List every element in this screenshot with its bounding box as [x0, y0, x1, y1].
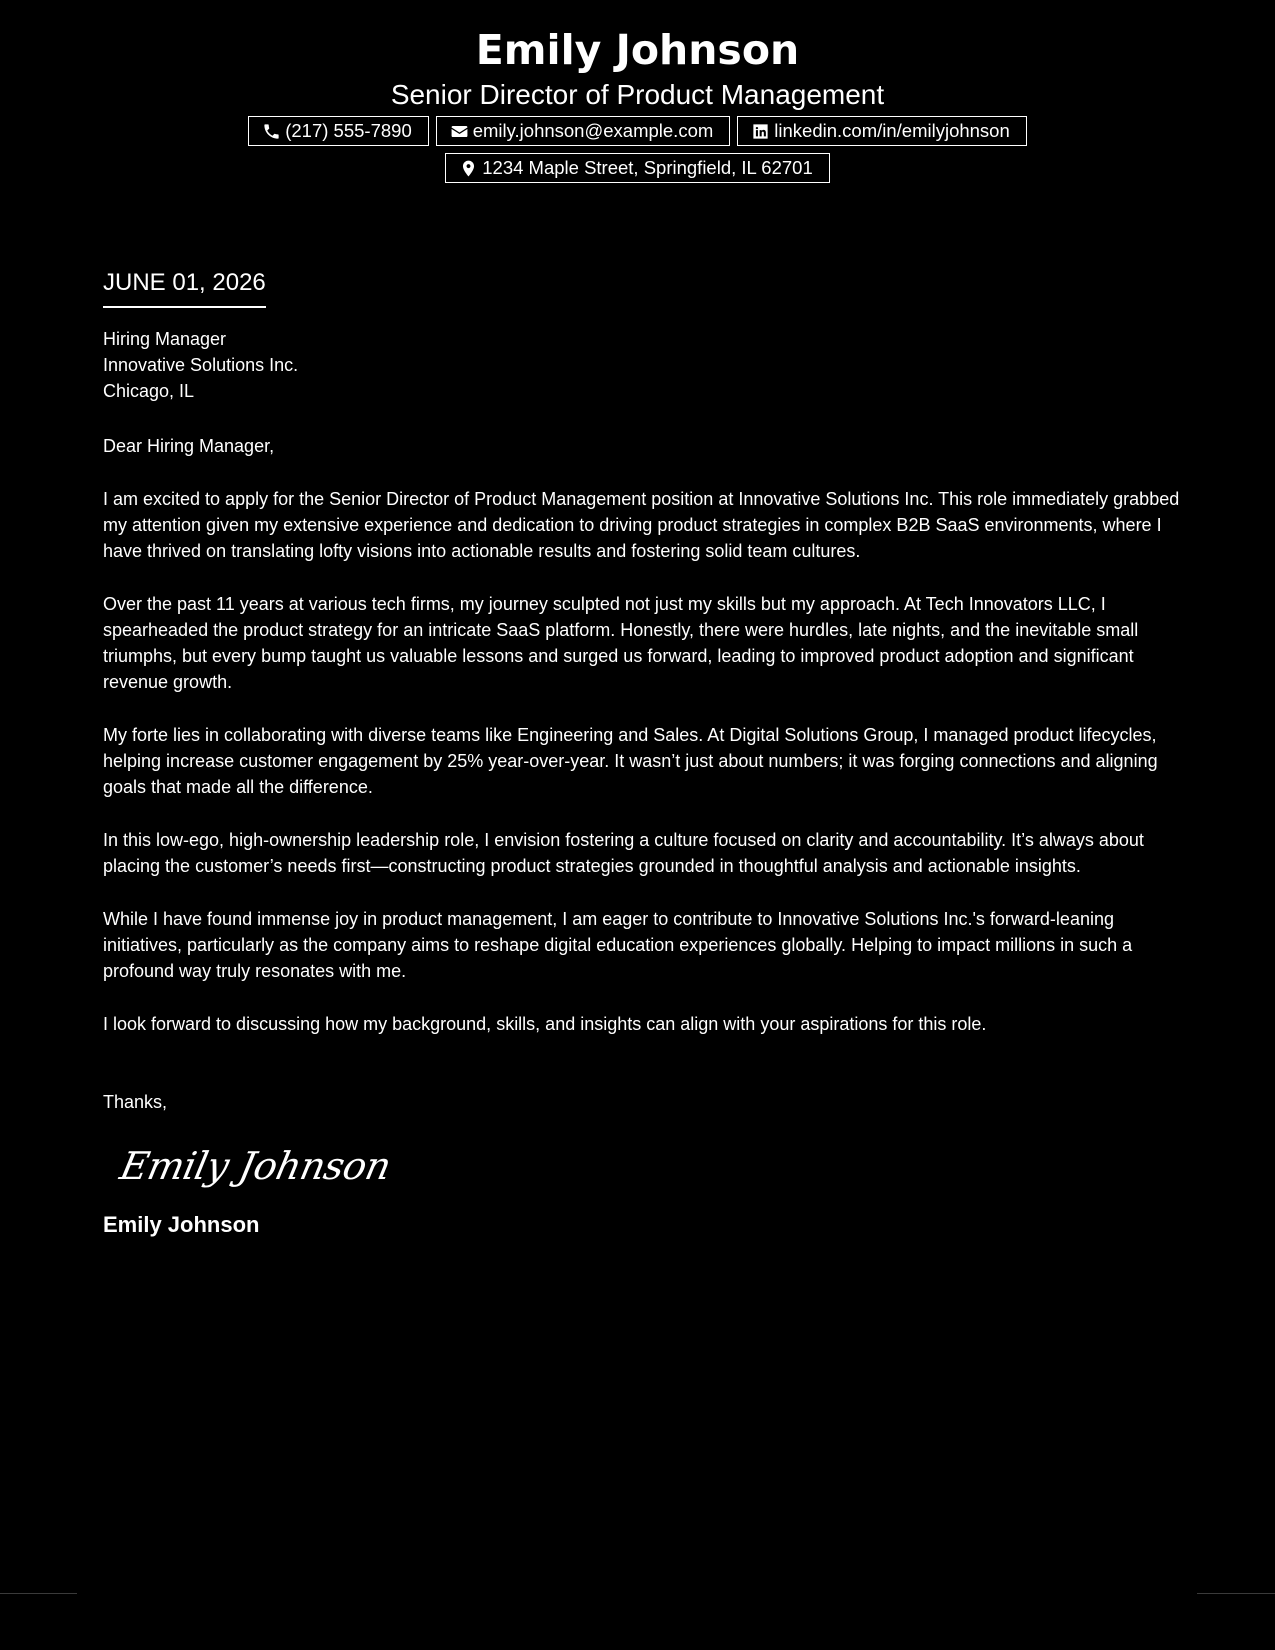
footer-divider-right	[1197, 1593, 1275, 1594]
linkedin-text: linkedin.com/in/emilyjohnson	[774, 120, 1010, 141]
letter-header	[0, 22, 1275, 183]
phone-icon	[262, 122, 281, 141]
contact-row-secondary	[0, 153, 1275, 183]
recipient-line: Innovative Solutions Inc.	[103, 355, 299, 375]
contact-row-primary	[0, 116, 1275, 146]
body-paragraph: In this low-ego, high-ownership leadership role, I envision fostering a culture focused on clarity and accountability. It’s always about placing the customer’s needs first—constructing product strategies grounded in thoughtful analysis and actionable insights.	[103, 830, 1144, 876]
body-paragraph: My forte lies in collaborating with diverse teams like Engineering and Sales. At Digital Solutions Group, I managed product lifecycles, helping increase customer engagement by 25% year-over-year. It wasn’t just about numbers; it was forging connections and aligning goals that made all the difference.	[103, 725, 1158, 797]
address-contact	[445, 153, 829, 183]
address-text: 1234 Maple Street, Springfield, IL 62701	[482, 157, 813, 178]
linkedin-contact[interactable]	[737, 116, 1026, 146]
recipient-line: Hiring Manager	[103, 329, 227, 349]
email-text: emily.johnson@example.com	[472, 120, 714, 141]
email-contact[interactable]	[436, 116, 731, 146]
salutation: Dear Hiring Manager,	[103, 436, 275, 456]
signer-name: Emily Johnson	[103, 1212, 260, 1237]
recipient-line: Chicago, IL	[103, 381, 195, 401]
letter-date: JUNE 01, 2026	[103, 266, 266, 308]
letter-body	[103, 266, 1183, 1239]
applicant-name: Emily Johnson	[475, 26, 800, 74]
map-pin-icon	[459, 159, 478, 178]
closing: Thanks,	[103, 1092, 168, 1112]
linkedin-icon	[751, 122, 770, 141]
recipient-block	[103, 326, 1183, 404]
footer-divider-left	[0, 1593, 77, 1594]
phone-contact[interactable]	[248, 116, 429, 146]
body-paragraph: Over the past 11 years at various tech firms, my journey sculpted not just my skills but my approach. At Tech Innovators LLC, I spearheaded the product strategy for an intricate SaaS platform. Honestly, there were hurdles, late nights, and the inevitable small triumphs, but every bump taught us valuable lessons and surged us forward, leading to improved product adoption and significant revenue growth.	[103, 594, 1139, 692]
body-paragraph: I am excited to apply for the Senior Director of Product Management position at Innovative Solutions Inc. This role immediately grabbed my attention given my extensive experience and dedication to driving product strategies in complex B2B SaaS environments, where I have thrived on translating lofty visions into actionable results and fostering solid team cultures.	[103, 489, 1180, 561]
envelope-icon	[450, 122, 469, 141]
body-paragraph: I look forward to discussing how my background, skills, and insights can align with your aspirations for this role.	[103, 1014, 987, 1034]
phone-text: (217) 555-7890	[285, 120, 412, 141]
handwritten-signature: Emily Johnson	[116, 1144, 395, 1188]
body-paragraph: While I have found immense joy in product management, I am eager to contribute to Innovative Solutions Inc.'s forward-leaning initiatives, particularly as the company aims to reshape digital education experiences globally. Helping to impact millions in such a profound way truly resonates with me.	[103, 909, 1133, 981]
applicant-title: Senior Director of Product Management	[390, 79, 885, 110]
